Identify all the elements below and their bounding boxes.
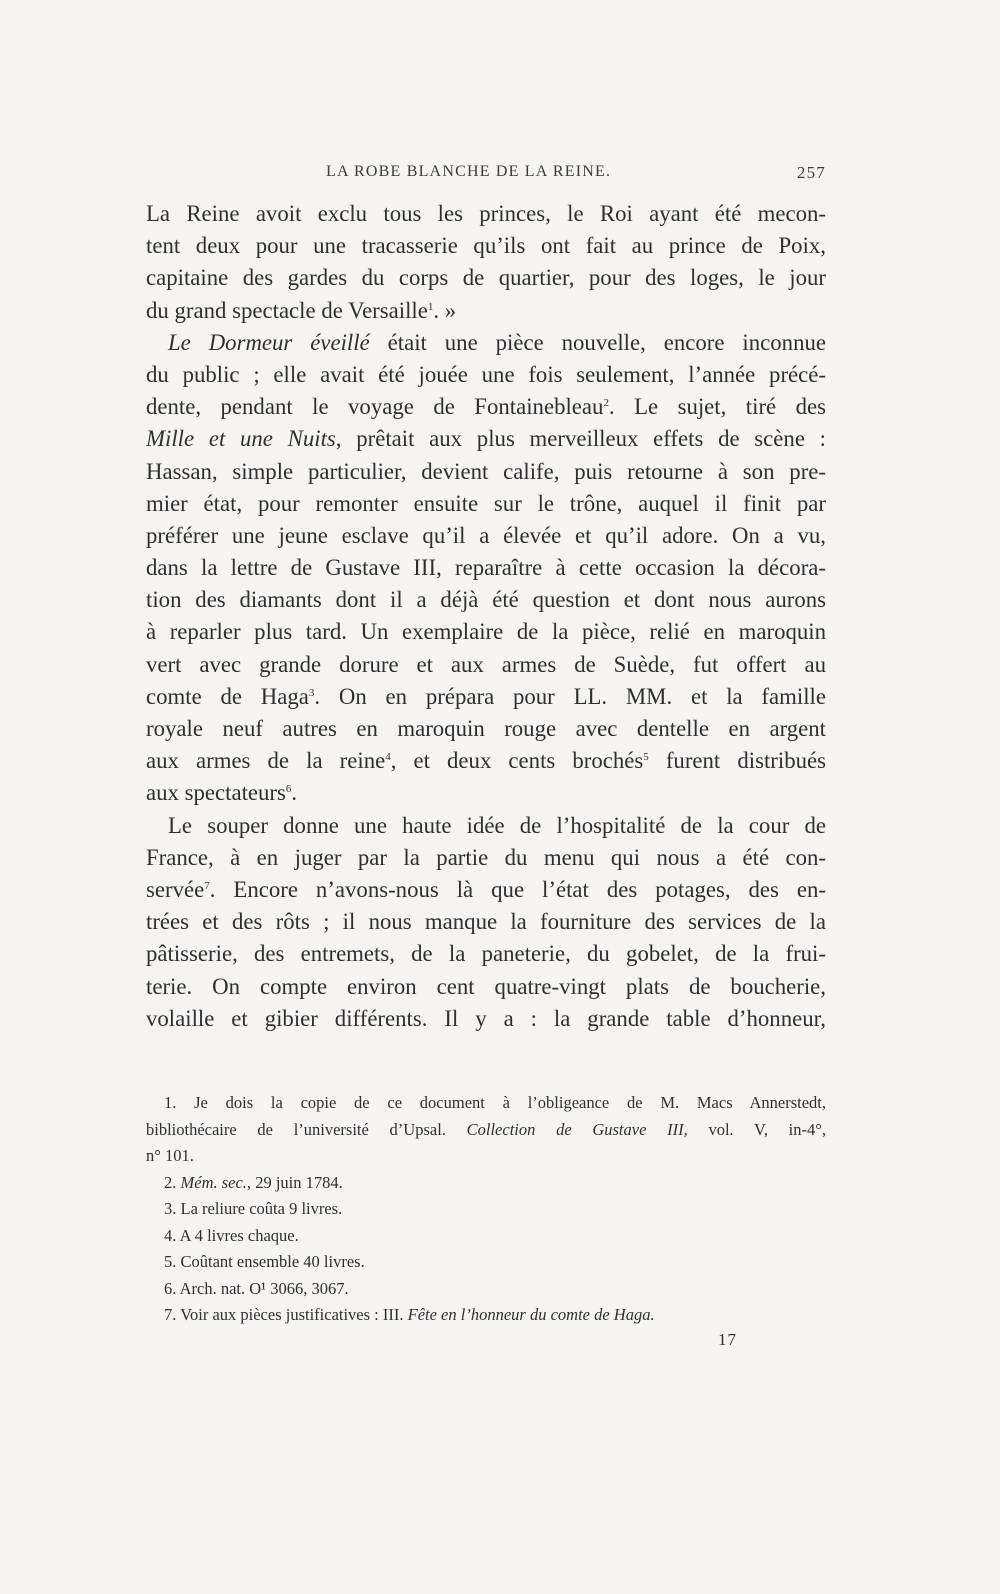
text-line: Le Dormeur éveillé était une pièce nouvelle, encore inconnue bbox=[168, 329, 826, 355]
text-line: Mille et une Nuits, prêtait aux plus merveilleux effets de scène : bbox=[146, 426, 826, 452]
text-line: Le souper donne une haute idée de l’hospitalité de la cour de bbox=[168, 812, 826, 838]
text-line: volaille et gibier différents. Il y a : la grande table d’honneur, bbox=[146, 1005, 826, 1031]
text-line: à reparler plus tard. Un exemplaire de la pièce, relié en maroquin bbox=[146, 619, 826, 645]
text-line: aux spectateurs$^6$. bbox=[146, 780, 298, 806]
footnote-3: 3. La reliure coûta 9 livres. bbox=[164, 1199, 343, 1218]
text-line: servée$^7$. Encore n’avons-nous là que l’état des potages, des en- bbox=[146, 876, 826, 902]
footnotes bbox=[146, 1090, 826, 1329]
footnote-5: 5. Coûtant ensemble 40 livres. bbox=[164, 1252, 365, 1271]
text-line: capitaine des gardes du corps de quartier, pour des loges, le jour bbox=[146, 265, 826, 291]
text-line: comte de Haga$^3$. On en prépara pour LL. MM. et la famille bbox=[146, 683, 826, 709]
text-line: aux armes de la reine$^4$, et deux cents brochés$^5$ furent distribués bbox=[146, 748, 826, 774]
text-line: mier état, pour remonter ensuite sur le trône, auquel il finit par bbox=[146, 490, 826, 516]
footnote-2: 2. Mém. sec., 29 juin 1784. bbox=[164, 1172, 343, 1192]
text-line: royale neuf autres en maroquin rouge avec dentelle en argent bbox=[146, 716, 826, 741]
footnote-4: 4. A 4 livres chaque. bbox=[164, 1225, 299, 1245]
running-title: LA ROBE BLANCHE DE LA REINE. bbox=[326, 163, 612, 180]
footnote-ref: 2 bbox=[603, 397, 609, 410]
text-line: dans la lettre de Gustave III, reparaître à cette occasion la décora- bbox=[146, 555, 826, 581]
text-line: La Reine avoit exclu tous les princes, le Roi ayant été mecon- bbox=[146, 201, 826, 226]
footnote-7: 7. Voir aux pièces justificatives : III. Fête en l’honneur du comte de Haga. bbox=[164, 1305, 655, 1324]
footnote-ref: 6 bbox=[285, 783, 292, 796]
footnote-1-cont: n° 101. bbox=[146, 1146, 194, 1165]
footnote-ref: 5 bbox=[643, 751, 649, 764]
footnote-6: 6. Arch. nat. O¹ 3066, 3067. bbox=[164, 1278, 349, 1298]
signature-mark: 17 bbox=[718, 1330, 737, 1349]
footnote-ref: 1 bbox=[427, 300, 434, 313]
page-number: 257 bbox=[796, 163, 826, 182]
text-line: du grand spectacle de Versaille$^1$. » bbox=[146, 297, 457, 323]
text-line: vert avec grande dorure et aux armes de Suède, fut offert au bbox=[146, 651, 826, 677]
footnote-1: 1. Je dois la copie de ce document à l’obligeance de M. Macs Annerstedt, bbox=[164, 1093, 826, 1112]
footnote-1-cont: bibliothécaire de l’université d’Upsal. Collection de Gustave III, vol. V, in-4°, bbox=[146, 1119, 826, 1139]
text-line: Hassan, simple particulier, devient calife, puis retourne à son pre- bbox=[146, 458, 826, 484]
text-line: tent deux pour une tracasserie qu’ils ont fait au prince de Poix, bbox=[146, 233, 826, 259]
body-text bbox=[146, 198, 826, 1035]
text-line: dente, pendant le voyage de Fontainebleau$^2$. Le sujet, tiré des bbox=[146, 394, 826, 420]
text-line: trées et des rôts ; il nous manque la fourniture des services de la bbox=[146, 909, 826, 935]
text-line: préférer une jeune esclave qu’il a élevée et qu’il adore. On a vu, bbox=[146, 522, 826, 548]
text-line: France, à en juger par la partie du menu qui nous a été con- bbox=[146, 844, 826, 870]
text-line: du public ; elle avait été jouée une fois seulement, l’année précé- bbox=[146, 361, 826, 387]
footnote-ref: 7 bbox=[204, 879, 210, 892]
footnote-ref: 3 bbox=[308, 686, 315, 699]
text-line: terie. On compte environ cent quatre-vingt plats de boucherie, bbox=[146, 973, 826, 999]
footnote-ref: 4 bbox=[385, 751, 391, 764]
text-line: pâtisserie, des entremets, de la paneterie, du gobelet, de la frui- bbox=[146, 941, 826, 967]
text-line: tion des diamants dont il a déjà été question et dont nous aurons bbox=[146, 587, 826, 613]
